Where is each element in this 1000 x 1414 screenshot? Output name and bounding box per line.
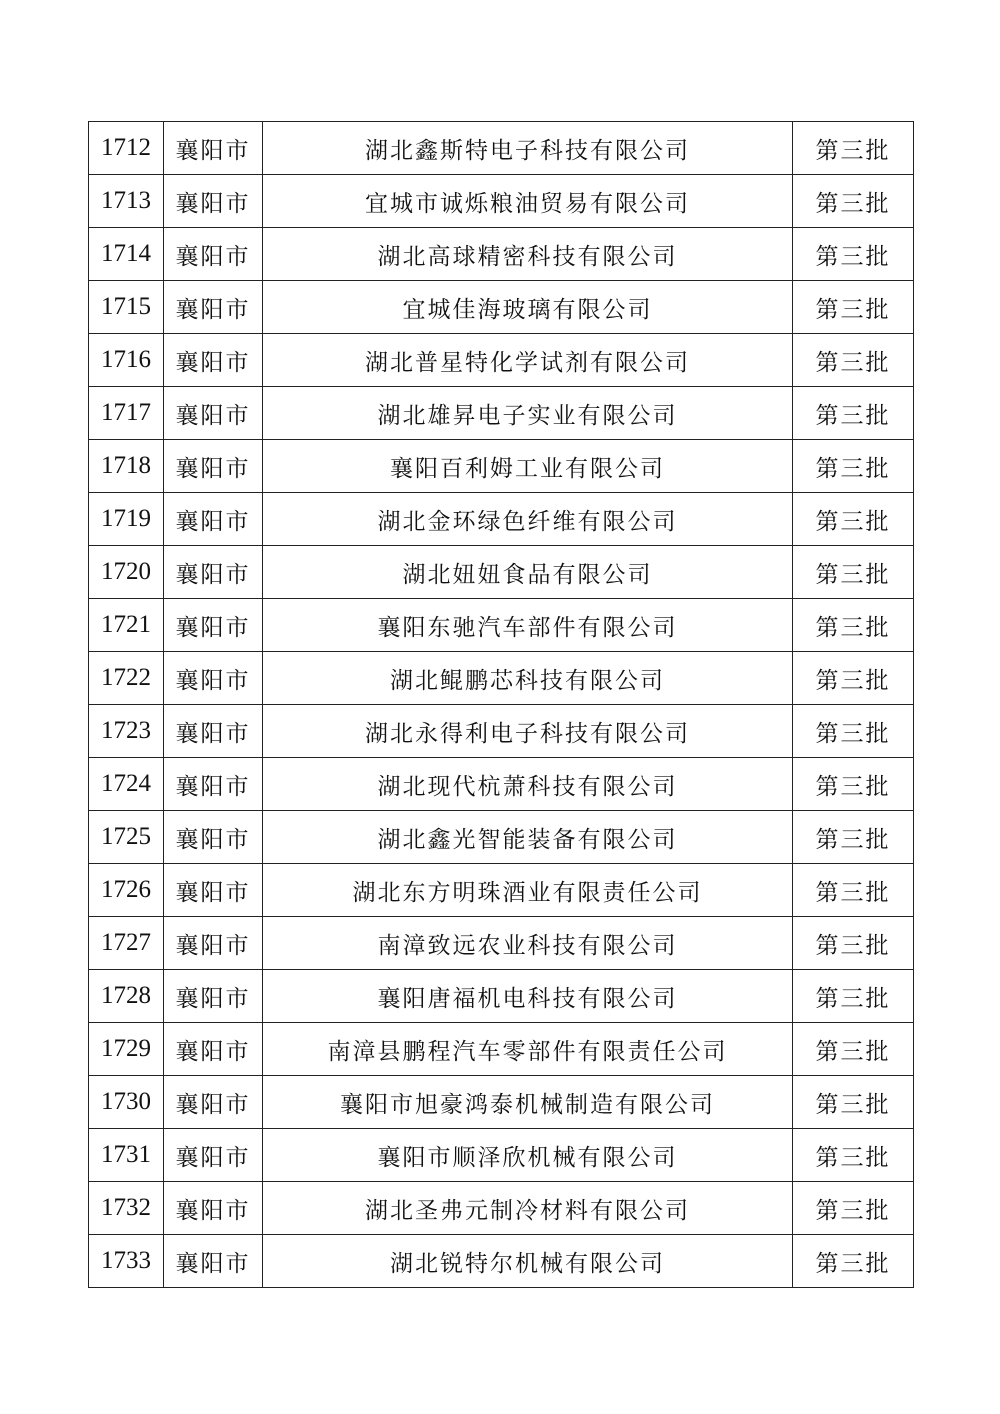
company-name-cell: 湖北雄昇电子实业有限公司 — [263, 387, 793, 440]
table-row — [89, 281, 914, 334]
row-number-cell: 1722 — [89, 652, 164, 705]
city-cell: 襄阳市 — [164, 864, 263, 917]
row-number-cell: 1713 — [89, 175, 164, 228]
batch-cell: 第三批 — [793, 1182, 914, 1235]
company-name-cell: 湖北妞妞食品有限公司 — [263, 546, 793, 599]
batch-cell: 第三批 — [793, 387, 914, 440]
company-name-cell: 南漳致远农业科技有限公司 — [263, 917, 793, 970]
city-cell: 襄阳市 — [164, 228, 263, 281]
row-number-cell: 1723 — [89, 705, 164, 758]
company-name-cell: 襄阳东驰汽车部件有限公司 — [263, 599, 793, 652]
city-cell: 襄阳市 — [164, 599, 263, 652]
city-cell: 襄阳市 — [164, 546, 263, 599]
batch-cell: 第三批 — [793, 228, 914, 281]
row-number-cell: 1733 — [89, 1235, 164, 1288]
company-name-cell: 襄阳唐福机电科技有限公司 — [263, 970, 793, 1023]
table-row — [89, 864, 914, 917]
table-row — [89, 334, 914, 387]
company-name-cell: 南漳县鹏程汽车零部件有限责任公司 — [263, 1023, 793, 1076]
company-name-cell: 湖北圣弗元制冷材料有限公司 — [263, 1182, 793, 1235]
company-name-cell: 湖北锐特尔机械有限公司 — [263, 1235, 793, 1288]
city-cell: 襄阳市 — [164, 1182, 263, 1235]
row-number-cell: 1724 — [89, 758, 164, 811]
row-number-cell: 1715 — [89, 281, 164, 334]
city-cell: 襄阳市 — [164, 758, 263, 811]
batch-cell: 第三批 — [793, 970, 914, 1023]
company-name-cell: 湖北普星特化学试剂有限公司 — [263, 334, 793, 387]
batch-cell: 第三批 — [793, 122, 914, 175]
city-cell: 襄阳市 — [164, 281, 263, 334]
batch-cell: 第三批 — [793, 652, 914, 705]
table-row — [89, 122, 914, 175]
table-row — [89, 387, 914, 440]
table-row — [89, 1023, 914, 1076]
table-body — [89, 122, 914, 1288]
batch-cell: 第三批 — [793, 546, 914, 599]
table-row — [89, 1235, 914, 1288]
company-name-cell: 襄阳市旭豪鸿泰机械制造有限公司 — [263, 1076, 793, 1129]
row-number-cell: 1712 — [89, 122, 164, 175]
city-cell: 襄阳市 — [164, 1235, 263, 1288]
table-row — [89, 758, 914, 811]
city-cell: 襄阳市 — [164, 493, 263, 546]
row-number-cell: 1728 — [89, 970, 164, 1023]
city-cell: 襄阳市 — [164, 652, 263, 705]
row-number-cell: 1730 — [89, 1076, 164, 1129]
company-name-cell: 襄阳百利姆工业有限公司 — [263, 440, 793, 493]
row-number-cell: 1726 — [89, 864, 164, 917]
row-number-cell: 1732 — [89, 1182, 164, 1235]
company-name-cell: 湖北鑫斯特电子科技有限公司 — [263, 122, 793, 175]
company-name-cell: 湖北永得利电子科技有限公司 — [263, 705, 793, 758]
city-cell: 襄阳市 — [164, 970, 263, 1023]
row-number-cell: 1731 — [89, 1129, 164, 1182]
table-row — [89, 440, 914, 493]
city-cell: 襄阳市 — [164, 917, 263, 970]
batch-cell: 第三批 — [793, 758, 914, 811]
city-cell: 襄阳市 — [164, 122, 263, 175]
table-row — [89, 1129, 914, 1182]
row-number-cell: 1729 — [89, 1023, 164, 1076]
row-number-cell: 1719 — [89, 493, 164, 546]
city-cell: 襄阳市 — [164, 334, 263, 387]
table-row — [89, 705, 914, 758]
batch-cell: 第三批 — [793, 705, 914, 758]
city-cell: 襄阳市 — [164, 705, 263, 758]
batch-cell: 第三批 — [793, 175, 914, 228]
row-number-cell: 1720 — [89, 546, 164, 599]
table-row — [89, 917, 914, 970]
table-row — [89, 1182, 914, 1235]
company-name-cell: 宜城佳海玻璃有限公司 — [263, 281, 793, 334]
company-name-cell: 襄阳市顺泽欣机械有限公司 — [263, 1129, 793, 1182]
table-row — [89, 175, 914, 228]
company-name-cell: 湖北金环绿色纤维有限公司 — [263, 493, 793, 546]
table-row — [89, 1076, 914, 1129]
batch-cell: 第三批 — [793, 864, 914, 917]
company-list-table — [88, 121, 914, 1288]
row-number-cell: 1727 — [89, 917, 164, 970]
table-row — [89, 970, 914, 1023]
table-row — [89, 811, 914, 864]
row-number-cell: 1721 — [89, 599, 164, 652]
city-cell: 襄阳市 — [164, 1076, 263, 1129]
batch-cell: 第三批 — [793, 493, 914, 546]
batch-cell: 第三批 — [793, 1023, 914, 1076]
city-cell: 襄阳市 — [164, 811, 263, 864]
batch-cell: 第三批 — [793, 334, 914, 387]
table-row — [89, 652, 914, 705]
company-name-cell: 湖北鑫光智能装备有限公司 — [263, 811, 793, 864]
batch-cell: 第三批 — [793, 1235, 914, 1288]
city-cell: 襄阳市 — [164, 175, 263, 228]
row-number-cell: 1718 — [89, 440, 164, 493]
batch-cell: 第三批 — [793, 599, 914, 652]
table-row — [89, 228, 914, 281]
row-number-cell: 1725 — [89, 811, 164, 864]
batch-cell: 第三批 — [793, 1129, 914, 1182]
row-number-cell: 1716 — [89, 334, 164, 387]
table-row — [89, 546, 914, 599]
company-name-cell: 宜城市诚烁粮油贸易有限公司 — [263, 175, 793, 228]
row-number-cell: 1714 — [89, 228, 164, 281]
company-name-cell: 湖北现代杭萧科技有限公司 — [263, 758, 793, 811]
city-cell: 襄阳市 — [164, 1129, 263, 1182]
company-name-cell: 湖北鲲鹏芯科技有限公司 — [263, 652, 793, 705]
table-row — [89, 599, 914, 652]
batch-cell: 第三批 — [793, 811, 914, 864]
city-cell: 襄阳市 — [164, 440, 263, 493]
batch-cell: 第三批 — [793, 917, 914, 970]
row-number-cell: 1717 — [89, 387, 164, 440]
batch-cell: 第三批 — [793, 281, 914, 334]
batch-cell: 第三批 — [793, 440, 914, 493]
city-cell: 襄阳市 — [164, 387, 263, 440]
company-name-cell: 湖北东方明珠酒业有限责任公司 — [263, 864, 793, 917]
company-name-cell: 湖北高球精密科技有限公司 — [263, 228, 793, 281]
batch-cell: 第三批 — [793, 1076, 914, 1129]
city-cell: 襄阳市 — [164, 1023, 263, 1076]
table-row — [89, 493, 914, 546]
